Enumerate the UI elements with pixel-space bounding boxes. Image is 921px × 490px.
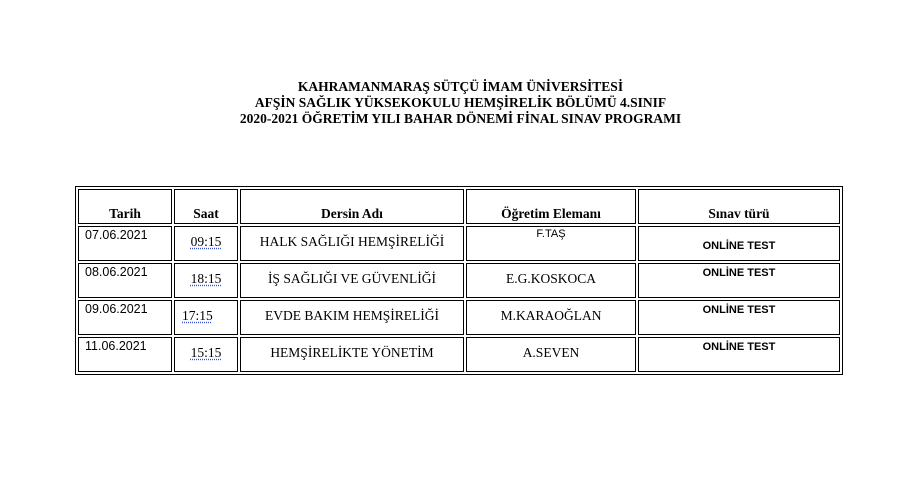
document-header (0, 79, 921, 127)
exam-type-cell: ONLİNE TEST (638, 337, 840, 372)
department-title: AFŞİN SAĞLIK YÜKSEKOKULU HEMŞİRELİK BÖLÜMÜ 4.SINIF (254, 95, 667, 110)
time-value: 18:15 (190, 271, 222, 286)
table-row (78, 226, 840, 261)
table-row (78, 300, 840, 335)
time-cell (174, 337, 238, 372)
exam-type-cell: ONLİNE TEST (638, 300, 840, 335)
date-cell: 09.06.2021 (78, 300, 172, 335)
course-cell: HEMŞİRELİKTE YÖNETİM (240, 337, 464, 372)
table-row (78, 263, 840, 298)
table-header-row (78, 189, 840, 224)
university-title: KAHRAMANMARAŞ SÜTÇÜ İMAM ÜNİVERSİTESİ (297, 79, 624, 94)
column-header-course: Dersin Adı (240, 189, 464, 224)
time-cell (174, 226, 238, 261)
time-value: 09:15 (190, 234, 222, 249)
instructor-cell: M.KARAOĞLAN (466, 300, 636, 335)
date-cell: 08.06.2021 (78, 263, 172, 298)
time-cell (174, 300, 238, 335)
instructor-cell: E.G.KOSKOCA (466, 263, 636, 298)
date-cell: 07.06.2021 (78, 226, 172, 261)
course-cell: HALK SAĞLIĞI HEMŞİRELİĞİ (240, 226, 464, 261)
exam-schedule-table (75, 186, 843, 375)
column-header-instructor: Öğretim Elemanı (466, 189, 636, 224)
column-header-time: Saat (174, 189, 238, 224)
exam-program-title: 2020-2021 ÖĞRETİM YILI BAHAR DÖNEMİ FİNAL SINAV PROGRAMI (239, 111, 682, 126)
exam-type-cell: ONLİNE TEST (638, 263, 840, 298)
instructor-cell: A.SEVEN (466, 337, 636, 372)
date-cell: 11.06.2021 (78, 337, 172, 372)
column-header-date: Tarih (78, 189, 172, 224)
course-cell: İŞ SAĞLIĞI VE GÜVENLİĞİ (240, 263, 464, 298)
column-header-exam-type: Sınav türü (638, 189, 840, 224)
table-row (78, 337, 840, 372)
instructor-cell: F.TAŞ (466, 226, 636, 261)
course-cell: EVDE BAKIM HEMŞİRELİĞİ (240, 300, 464, 335)
exam-type-cell: ONLİNE TEST (638, 226, 840, 261)
time-value: 17:15 (182, 308, 213, 323)
time-cell (174, 263, 238, 298)
time-value: 15:15 (190, 345, 222, 360)
